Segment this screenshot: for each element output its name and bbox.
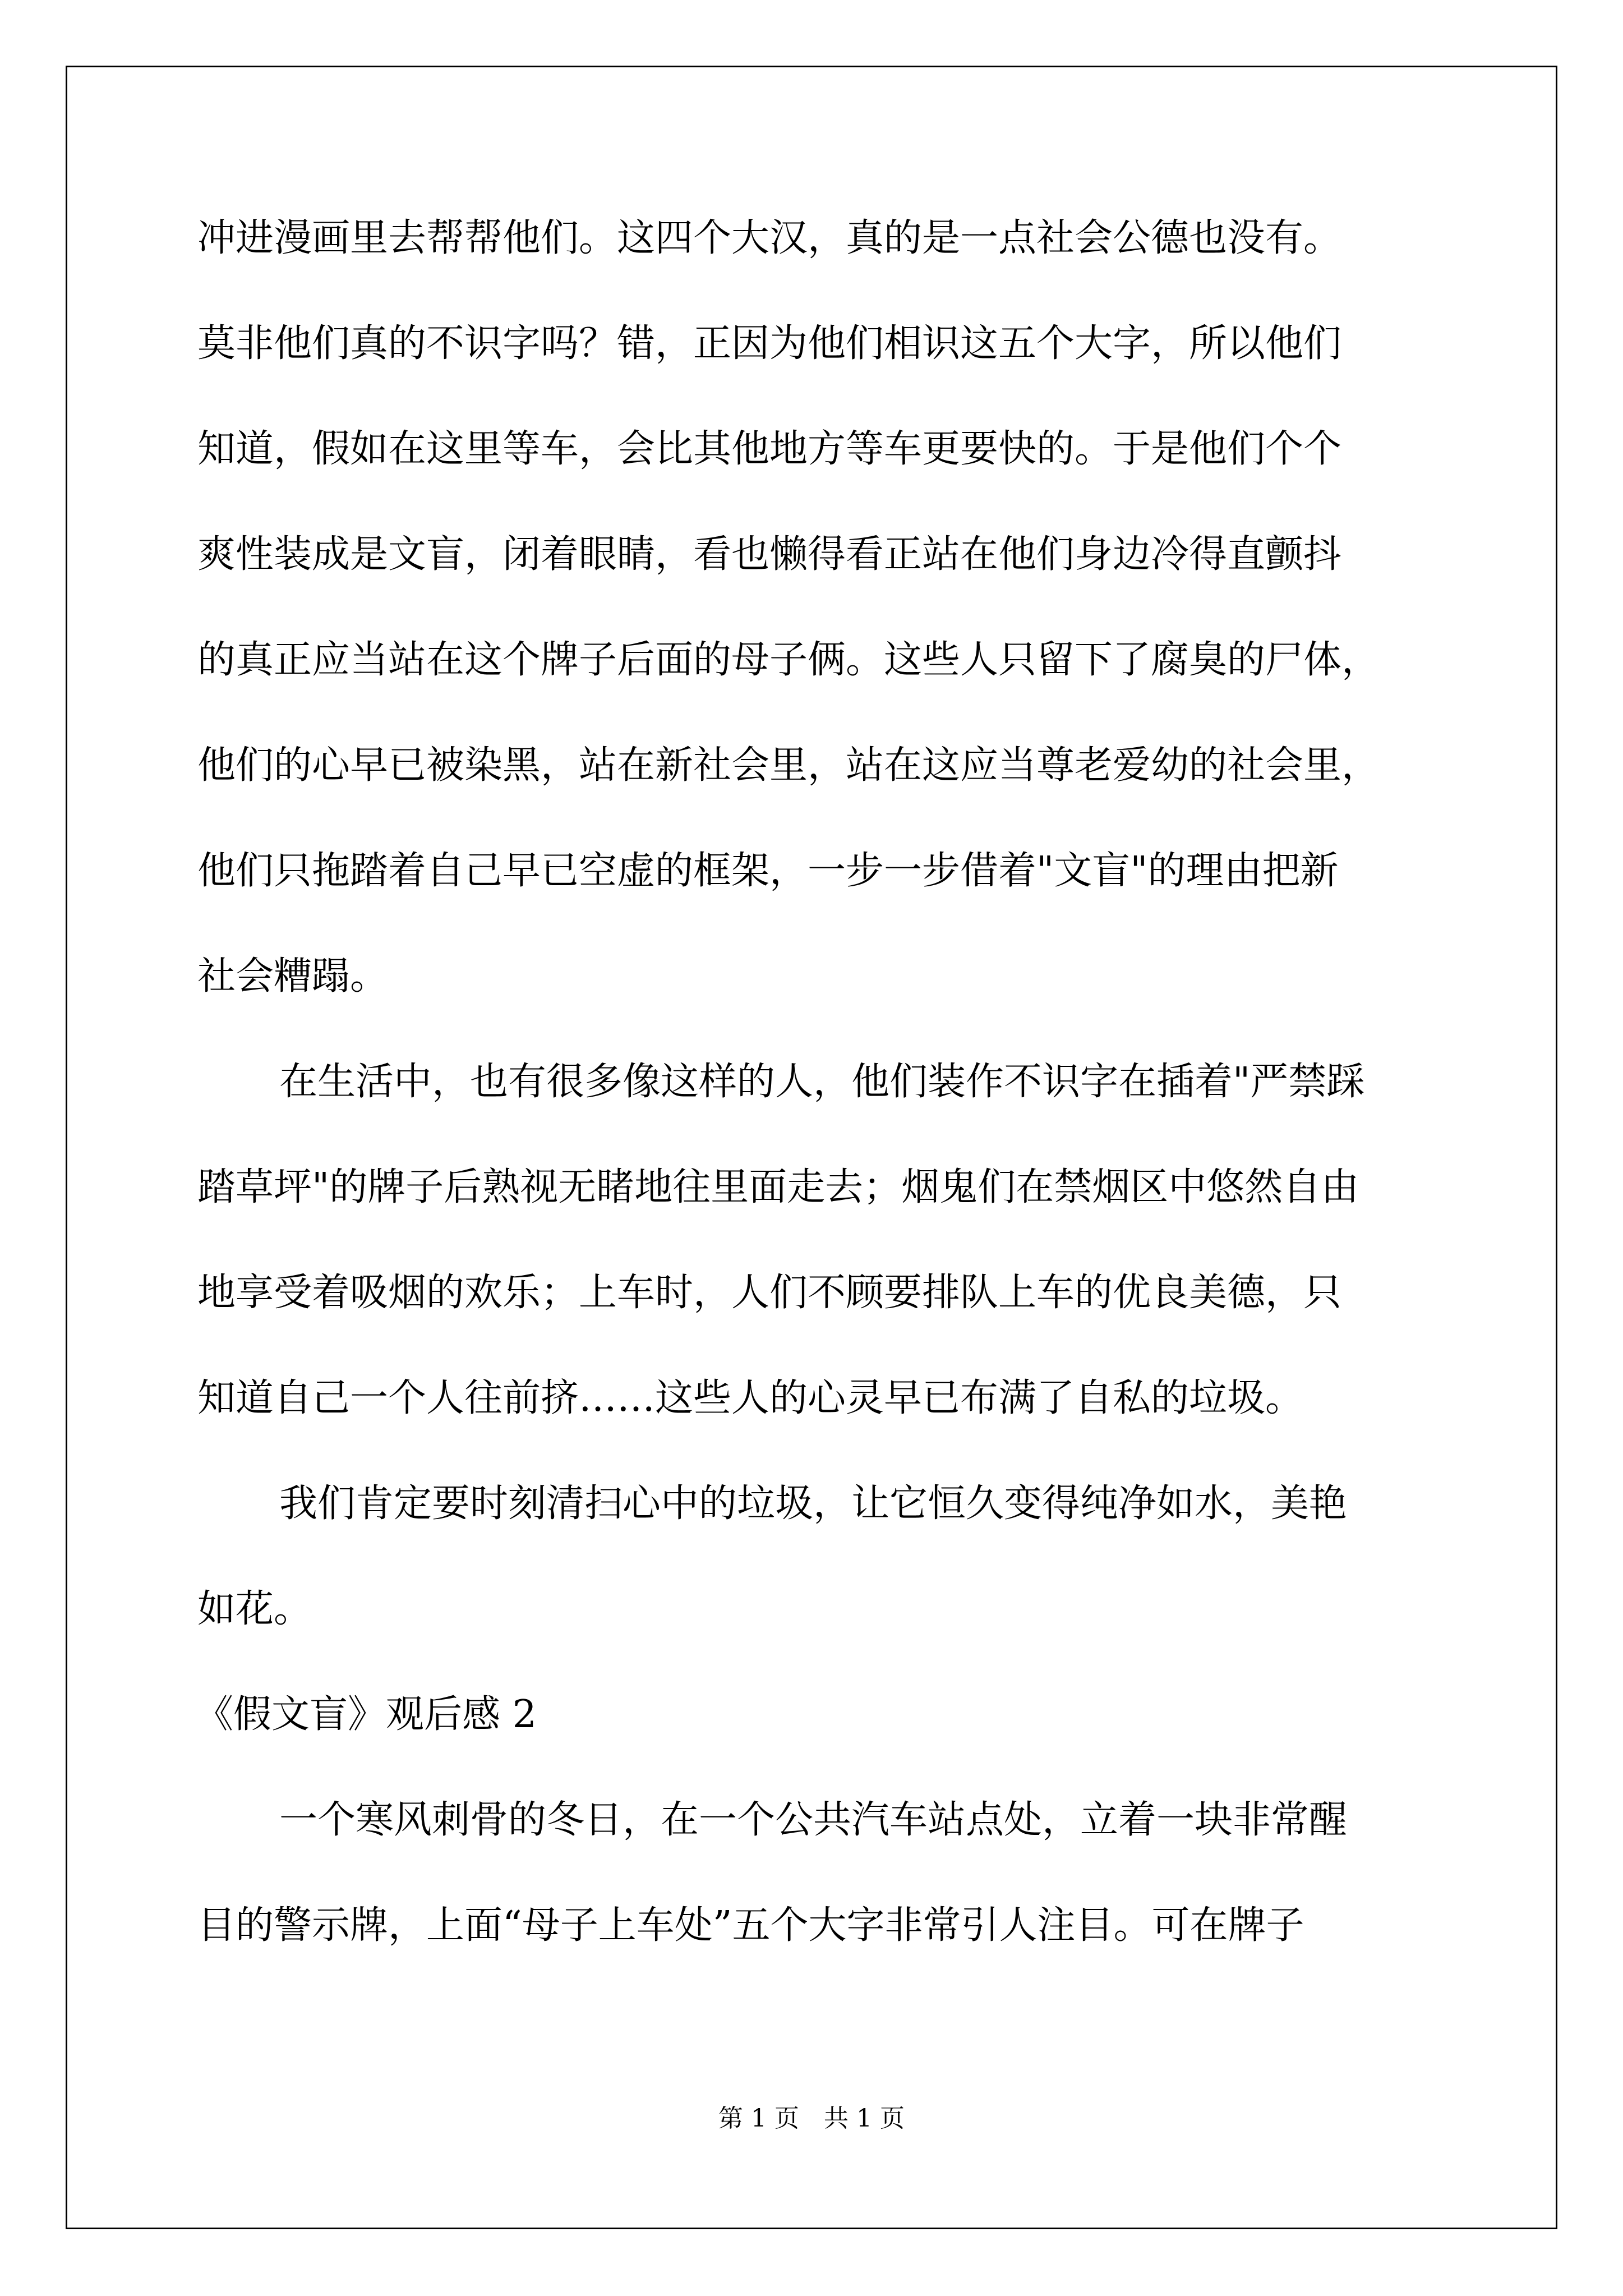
text-line: 在生活中，也有很多像这样的人，他们装作不识字在插着"严禁踩 bbox=[279, 1060, 1365, 1104]
text-line: 的真正应当站在这个牌子后面的母子俩。这些人只留下了腐臭的尸体， bbox=[197, 638, 1380, 682]
text-line: 社会糟蹋。 bbox=[197, 954, 389, 999]
text-line: 知道自己一个人往前挤……这些人的心灵早已布满了自私的垃圾。 bbox=[197, 1376, 1304, 1420]
text-line: 我们肯定要时刻清扫心中的垃圾，让它恒久变得纯净如水，美艳 bbox=[279, 1481, 1348, 1526]
text-line: 爽性装成是文盲，闭着眼睛，看也懒得看正站在他们身边冷得直颤抖 bbox=[197, 532, 1342, 577]
text-line: 冲进漫画里去帮帮他们。这四个大汉，真的是一点社会公德也没有。 bbox=[197, 216, 1342, 260]
section-heading: 《假文盲》观后感 2 bbox=[195, 1692, 537, 1737]
text-line: 目的警示牌，上面“母子上车处”五个大字非常引人注目。可在牌子 bbox=[197, 1903, 1304, 1948]
text-line: 他们只拖踏着自己早已空虚的框架，一步一步借着"文盲"的理由把新 bbox=[197, 849, 1339, 893]
text-line: 他们的心早已被染黑，站在新社会里，站在这应当尊老爱幼的社会里， bbox=[197, 743, 1380, 788]
text-line: 知道，假如在这里等车，会比其他地方等车更要快的。于是他们个个 bbox=[197, 427, 1342, 471]
text-line: 莫非他们真的不识字吗？错，正因为他们相识这五个大字，所以他们 bbox=[197, 321, 1342, 366]
page-footer: 第 1 页 共 1 页 bbox=[718, 2104, 905, 2133]
text-line: 踏草坪"的牌子后熟视无睹地往里面走去；烟鬼们在禁烟区中悠然自由 bbox=[197, 1165, 1359, 1209]
text-line: 如花。 bbox=[197, 1587, 312, 1631]
text-line: 一个寒风刺骨的冬日，在一个公共汽车站点处，立着一块非常醒 bbox=[279, 1798, 1348, 1842]
document-body bbox=[197, 210, 1431, 2003]
text-line: 地享受着吸烟的欢乐；上车时，人们不顾要排队上车的优良美德，只 bbox=[197, 1271, 1342, 1315]
